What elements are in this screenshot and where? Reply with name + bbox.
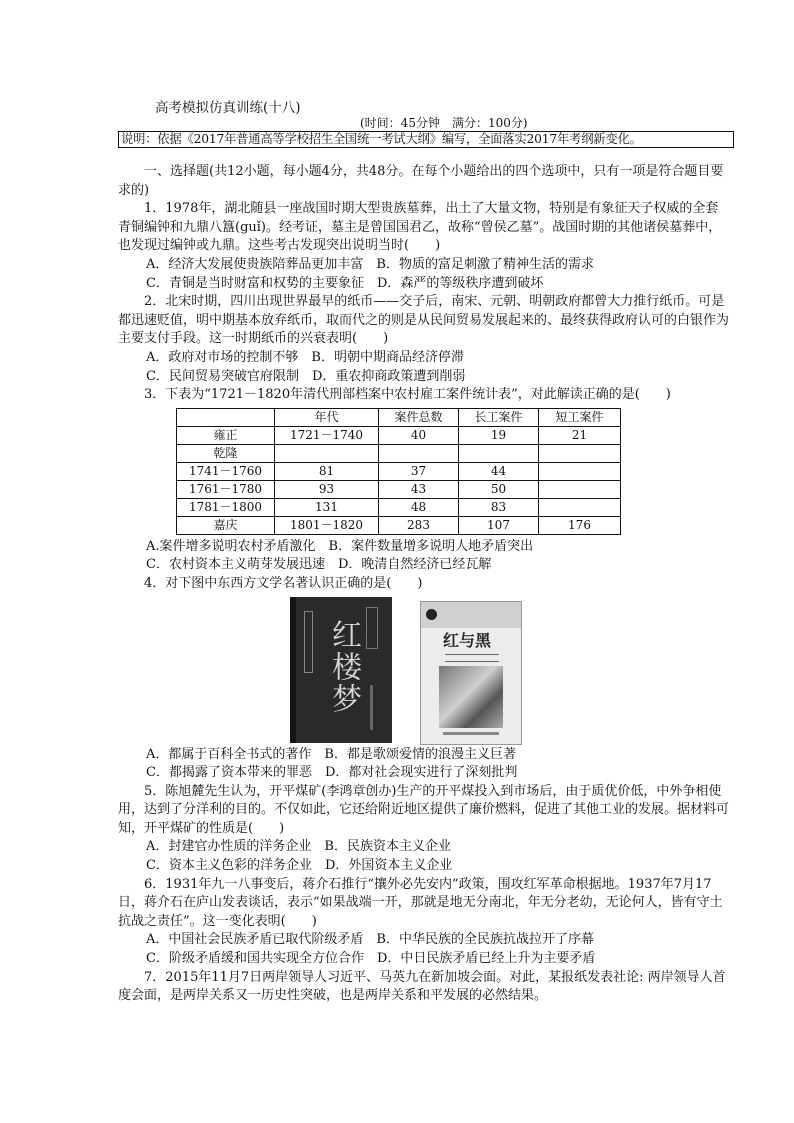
table-cell: 48 [379,498,459,516]
table-cell [539,498,621,516]
question-6-options-cd: C．阶级矛盾缓和国共实现全方位合作 D．中日民族矛盾已经上升为主要矛盾 [146,951,596,967]
statistics-table [176,408,621,535]
question-4-options-ab: A．都属于百科全书式的著作 B．都是歌颂爱情的浪漫主义巨著 [146,746,516,762]
table-cell: 176 [539,516,621,534]
cover-decoration [304,611,313,673]
book-cover-title: 红与黑 [443,630,492,650]
question-7-stem: 7．2015年11月7日两岸领导人习近平、马英九在新加坡会面。对此，某报纸发表社论: 两岸领导人首度会面，是两岸关系又一历史性突破，也是两岸关系和平发展的必然结果。 [118,969,726,1004]
cover-decoration [443,732,499,735]
question-2-options-ab: A．政府对市场的控制不够 B．明朝中期商品经济停滞 [146,349,464,365]
table-cell: 50 [459,480,539,498]
table-cell [539,480,621,498]
table-cell: 1761－1780 [177,480,275,498]
table-cell: 1781－1800 [177,498,275,516]
table-header-cell [177,408,275,426]
question-5-options-ab: A．封建官办性质的洋务企业 B．民族资本主义企业 [146,839,451,855]
table-cell: 37 [379,462,459,480]
notice-box: 说明：依据《2017年普通高等学校招生全国统一考试大纲》编写，全面落实2017年考纲新变化。 [118,131,734,148]
table-row [177,426,621,444]
table-row [177,444,621,462]
cover-decoration [370,685,373,730]
table-cell [275,444,379,462]
table-cell: 雍正 [177,426,275,444]
table-cell: 嘉庆 [177,516,275,534]
table-cell: 21 [539,426,621,444]
question-1-stem: 1．1978年，湖北随县一座战国时期大型贵族墓葬，出土了大量文物，特别是有象征天子权威的全套青铜编钟和九鼎八簋(guǐ)。经考证，墓主是曾国国君乙，故称“曾侯乙墓”。战国时期的其他诸侯墓葬中，也发现过编钟或九鼎。这些考古发现突出说明当时( ) [118,201,722,254]
question-2-stem: 2．北宋时期，四川出现世界最早的纸币——交子后，南宋、元朝、明朝政府都曾大力推行纸币。可是都迅速贬值，明中期基本放弃纸币，取而代之的则是从民间贸易发展起来的、最终获得政府认可的白银作为主要支付手段。这一时期纸币的兴衰表明( ) [118,294,730,347]
table-cell: 1721－1740 [275,426,379,444]
table-cell: 83 [459,498,539,516]
table-cell: 93 [275,480,379,498]
table-cell: 1741－1760 [177,462,275,480]
cover-illustration [439,666,503,728]
table-cell [459,444,539,462]
question-5-stem: 5．陈旭麓先生认为，开平煤矿(李鸿章创办)生产的开平煤投入到市场后，由于质优价低，中外争相使用，达到了分洋利的目的。不仅如此，它还给附近地区提供了廉价燃料，促进了其他工业的发展。据材料可知，开平煤矿的性质是( ) [118,783,730,836]
question-4-stem: 4．对下图中东西方文学名著认识正确的是( ) [144,575,423,591]
question-3-options-cd: C．农村资本主义萌芽发展迅速 D．晚清自然经济已经瓦解 [146,557,492,573]
page-subtitle: (时间：45分钟 满分：100分) [360,116,528,130]
table-cell [379,444,459,462]
publisher-logo-icon [426,609,437,620]
question-1-options-cd: C．青铜是当时财富和权势的主要象征 D．森严的等级秩序遭到破坏 [146,275,544,291]
table-row [177,480,621,498]
question-6-options-ab: A．中国社会民族矛盾已取代阶级矛盾 B．中华民族的全民族抗战拉开了序幕 [146,932,594,948]
table-header-cell: 年代 [275,408,379,426]
table-cell: 131 [275,498,379,516]
table-header-cell: 案件总数 [379,408,459,426]
table-header-row [177,408,621,426]
table-cell [539,462,621,480]
table-cell: 19 [459,426,539,444]
question-2-options-cd: C．民间贸易突破官府限制 D．重农抑商政策遭到削弱 [146,368,466,384]
cover-decoration [445,654,499,662]
book-images [118,594,730,746]
table-header-cell: 长工案件 [459,408,539,426]
question-3-options-ab: A.案件增多说明农村矛盾激化 B．案件数量增多说明人地矛盾突出 [146,538,534,554]
book-cover-hongyuhei [420,601,522,745]
table-cell [539,444,621,462]
table-cell: 81 [275,462,379,480]
question-body [118,163,730,1006]
section-heading: 一、选择题(共12小题，每小题4分，共48分。在每个小题给出的四个选项中，只有一项是符合题目要求的) [118,164,724,198]
table-cell: 乾隆 [177,444,275,462]
cover-decoration [366,607,378,649]
table-cell: 44 [459,462,539,480]
table-cell: 1801－1820 [275,516,379,534]
page-title: 高考模拟仿真训练(十八) [155,100,301,116]
question-3-stem: 3．下表为“1721－1820年清代刑部档案中农村雇工案件统计表”，对此解读正确的是( ) [144,387,671,403]
book-cover-title: 红楼梦 [326,618,361,715]
question-4-options-cd: C．都揭露了资本带来的罪恶 D．都对社会现实进行了深刻批判 [146,765,518,781]
table-row [177,462,621,480]
table-header-cell: 短工案件 [539,408,621,426]
book-cover-hongloumeng [290,597,392,743]
table-row [177,516,621,534]
table-cell: 107 [459,516,539,534]
table-cell: 40 [379,426,459,444]
question-5-options-cd: C．资本主义色彩的洋务企业 D．外国资本主义企业 [146,858,453,874]
table-row [177,498,621,516]
table-cell: 283 [379,516,459,534]
table-cell: 43 [379,480,459,498]
question-6-stem: 6．1931年九一八事变后，蒋介石推行“攘外必先安内”政策，围攻红军革命根据地。1937年7月17日，蒋介石在庐山发表谈话，表示“如果战端一开，那就是地无分南北，年无分老幼，无论何人，皆有守土抗战之责任”。这一变化表明( ) [118,876,723,929]
question-1-options-ab: A．经济大发展使贵族陪葬品更加丰富 B．物质的富足刺激了精神生活的需求 [146,256,594,272]
